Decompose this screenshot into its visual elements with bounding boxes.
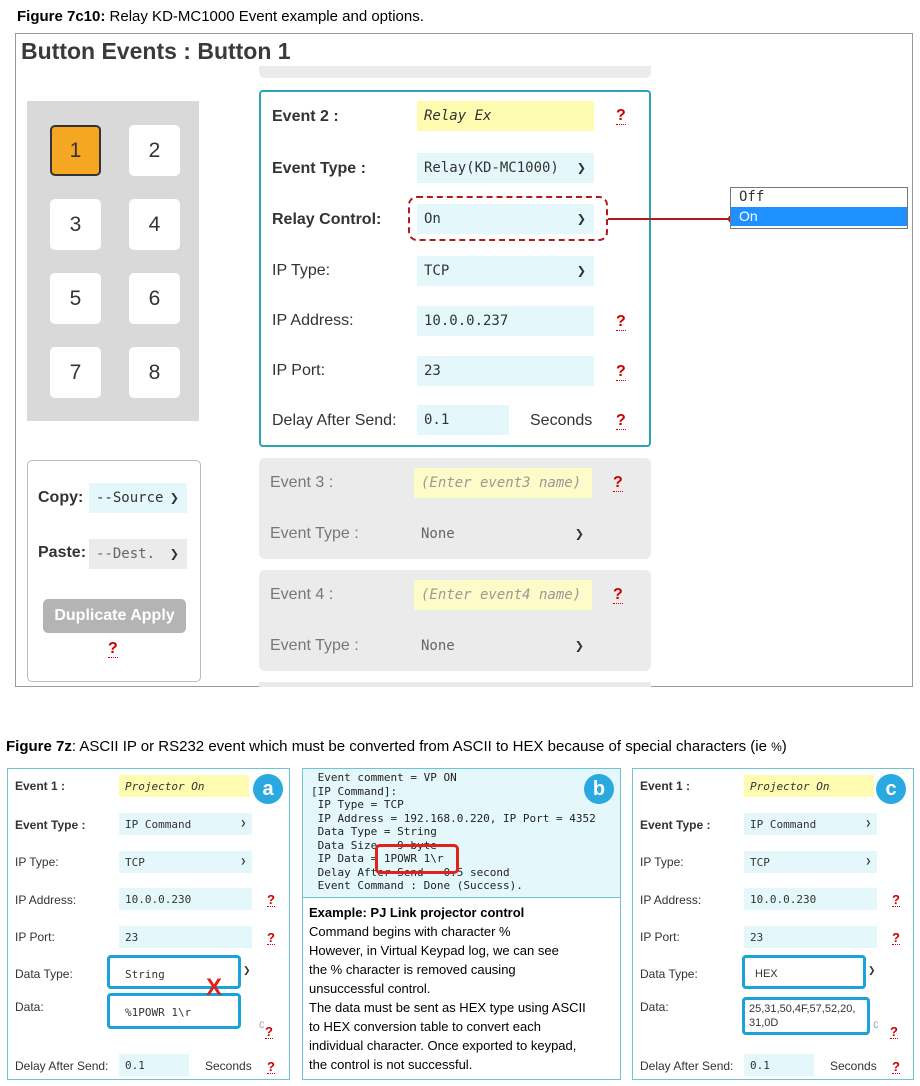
explanation-line: the control is not successful. [309, 1057, 473, 1072]
event-3-type-label: Event Type : [270, 525, 359, 542]
log-line: Data Size = 9 byte [311, 838, 437, 852]
event-3-type-select[interactable]: None ❯ [414, 519, 592, 549]
explanation-line: unsuccessful control. [309, 981, 431, 996]
seconds-label: Seconds [530, 412, 593, 429]
help-icon[interactable]: ? [108, 640, 118, 657]
explanation-line: to HEX conversion table to convert each [309, 1019, 541, 1034]
help-icon[interactable]: ? [616, 107, 626, 124]
delay-label: Delay After Send: [640, 1059, 734, 1073]
help-icon[interactable]: ? [616, 363, 626, 380]
data-input[interactable]: %1POWR 1\r [119, 1000, 246, 1024]
badge-a: a [253, 774, 283, 804]
ip-type-select[interactable]: TCP ❯ [744, 851, 877, 873]
chevron-down-icon: ❯ [243, 965, 251, 975]
help-icon[interactable]: ? [892, 1059, 900, 1074]
event-type-label: Event Type : [15, 818, 86, 832]
explanation-line: individual character. Once exported to keypad, [309, 1038, 577, 1053]
chevron-down-icon: ❯ [240, 857, 246, 867]
data-line: 31,0D [749, 1017, 779, 1029]
ip-port-input[interactable]: 23 [744, 926, 877, 948]
ip-address-input[interactable]: 10.0.0.237 [417, 306, 594, 336]
delay-label: Delay After Send: [272, 412, 397, 429]
event-1-label: Event 1 : [640, 779, 691, 793]
relay-control-label: Relay Control: [272, 211, 382, 228]
resize-handle-icon[interactable]: ∁ [873, 1020, 879, 1030]
log-line: IP Type = TCP [311, 798, 404, 811]
figure-7c10-caption: Figure 7c10: Relay KD-MC1000 Event example and options. [17, 8, 424, 25]
explanation-heading: Example: PJ Link projector control [309, 905, 525, 920]
event-type-select[interactable]: Relay(KD-MC1000) ❯ [417, 153, 594, 183]
delay-label: Delay After Send: [15, 1059, 109, 1073]
event-type-select[interactable]: IP Command ❯ [744, 813, 877, 835]
explanation-line: the % character is removed causing [309, 962, 516, 977]
copy-source-select[interactable]: --Source ❯ [89, 483, 187, 513]
duplicate-apply-button[interactable]: Duplicate Apply [43, 599, 186, 633]
delay-input[interactable]: 0.1 [744, 1054, 814, 1076]
key-6[interactable]: 6 [129, 273, 180, 324]
chevron-down-icon: ❯ [169, 491, 179, 505]
data-line: 25,31,50,4F,57,52,20, [749, 1003, 856, 1015]
relay-options-dropdown[interactable] [730, 187, 908, 229]
event-2-name-input[interactable]: Relay Ex [417, 101, 594, 131]
key-2[interactable]: 2 [129, 125, 180, 176]
option-on[interactable]: On [731, 207, 907, 226]
help-icon[interactable]: ? [613, 474, 623, 491]
data-type-label: Data Type: [15, 967, 73, 981]
help-icon[interactable]: ? [892, 930, 900, 945]
ip-type-label: IP Type: [640, 855, 684, 869]
data-label: Data: [640, 1000, 669, 1014]
event-3-name-input[interactable]: (Enter event3 name) [414, 468, 592, 498]
help-icon[interactable]: ? [267, 1059, 275, 1074]
chevron-down-icon: ❯ [868, 965, 876, 975]
chevron-down-icon: ❯ [865, 819, 871, 829]
paste-dest-select[interactable]: --Dest. ❯ [89, 539, 187, 569]
explanation-line: The data must be sent as HEX type using ASCII [309, 1000, 586, 1015]
ip-type-select[interactable]: TCP ❯ [417, 256, 594, 286]
key-1[interactable]: 1 [50, 125, 101, 176]
data-type-highlight [742, 955, 866, 989]
divider [303, 897, 620, 898]
ip-address-input[interactable]: 10.0.0.230 [119, 888, 252, 910]
data-highlight [742, 997, 870, 1035]
event-1-name-input[interactable]: Projector On [744, 775, 874, 797]
explanation-line: Command begins with character % [309, 924, 511, 939]
event-2-label: Event 2 : [272, 108, 339, 125]
badge-c: c [876, 774, 906, 804]
paste-label: Paste: [38, 544, 87, 561]
ip-port-input[interactable]: 23 [417, 356, 594, 386]
event-4-label: Event 4 : [270, 586, 334, 603]
ip-address-label: IP Address: [272, 312, 354, 329]
chevron-down-icon: ❯ [574, 527, 584, 541]
help-icon[interactable]: ? [890, 1024, 898, 1039]
ip-address-input[interactable]: 10.0.0.230 [744, 888, 877, 910]
ip-type-label: IP Type: [272, 262, 331, 279]
chevron-down-icon: ❯ [576, 212, 586, 226]
resize-handle-icon[interactable]: ∁ [259, 1020, 265, 1030]
event-5-edge [259, 682, 651, 687]
delay-input[interactable]: 0.1 [119, 1054, 189, 1076]
figure-7z-caption: Figure 7z: ASCII IP or RS232 event which must be converted from ASCII to HEX because of special characters (ie %) [6, 738, 787, 755]
event-type-label: Event Type : [640, 818, 711, 832]
ip-data-highlight [375, 844, 459, 874]
explanation-text [303, 899, 620, 1078]
chevron-down-icon: ❯ [240, 819, 246, 829]
key-7[interactable]: 7 [50, 347, 101, 398]
log-line: Data Type = String [311, 825, 437, 838]
help-icon[interactable]: ? [267, 892, 275, 907]
log-line: Delay After Send = 0.5 second [311, 865, 510, 879]
chevron-down-icon: ❯ [574, 639, 584, 653]
data-type-label: Data Type: [640, 967, 698, 981]
chevron-down-icon: ❯ [865, 857, 871, 867]
key-8[interactable]: 8 [129, 347, 180, 398]
event-4-name-input[interactable]: (Enter event4 name) [414, 580, 592, 610]
ip-port-input[interactable]: 23 [119, 926, 252, 948]
ip-port-label: IP Port: [640, 930, 680, 944]
ip-type-select[interactable]: TCP ❯ [119, 851, 252, 873]
data-label: Data: [15, 1000, 44, 1014]
key-5[interactable]: 5 [50, 273, 101, 324]
help-icon[interactable]: ? [267, 930, 275, 945]
error-mark: X [206, 974, 223, 1001]
ip-port-label: IP Port: [15, 930, 55, 944]
ip-port-label: IP Port: [272, 362, 326, 379]
event-4-type-label: Event Type : [270, 637, 359, 654]
virtual-keypad-log [303, 769, 620, 897]
ip-address-label: IP Address: [15, 893, 77, 907]
delay-input[interactable]: 0.1 [417, 405, 509, 435]
help-icon[interactable]: ? [265, 1024, 273, 1039]
log-line: IP Data = 1POWR 1\r [311, 852, 444, 865]
key-4[interactable]: 4 [129, 199, 180, 250]
relay-control-select[interactable]: On ❯ [417, 204, 594, 234]
event-1-name-input[interactable]: Projector On [119, 775, 249, 797]
help-icon[interactable]: ? [892, 892, 900, 907]
log-line: Event comment = VP ON [311, 771, 457, 784]
event-type-select[interactable]: IP Command ❯ [119, 813, 252, 835]
ip-address-label: IP Address: [640, 893, 702, 907]
explanation-line: However, in Virtual Keypad log, we can see [309, 943, 559, 958]
event-1-label: Event 1 : [15, 779, 66, 793]
seconds-label: Seconds [830, 1059, 877, 1073]
event-3-label: Event 3 : [270, 474, 334, 491]
event-type-label: Event Type : [272, 160, 366, 177]
data-type-select[interactable]: HEX [749, 963, 864, 985]
option-off[interactable]: Off [739, 189, 765, 205]
chevron-down-icon: ❯ [169, 547, 179, 561]
seconds-label: Seconds [205, 1059, 252, 1073]
event-4-type-select[interactable]: None ❯ [414, 631, 592, 661]
help-icon[interactable]: ? [616, 313, 626, 330]
page-title: Button Events : Button 1 [21, 38, 291, 64]
key-3[interactable]: 3 [50, 199, 101, 250]
badge-b: b [584, 774, 614, 804]
help-icon[interactable]: ? [613, 586, 623, 603]
help-icon[interactable]: ? [616, 412, 626, 429]
log-line: IP Address = 192.168.0.220, IP Port = 4352 [311, 811, 596, 825]
ip-type-label: IP Type: [15, 855, 59, 869]
data-type-select[interactable]: String [119, 963, 248, 985]
log-line: Event Command : Done (Success). [311, 879, 523, 892]
chevron-down-icon: ❯ [576, 264, 586, 278]
log-line: [IP Command]: [311, 784, 398, 798]
chevron-down-icon: ❯ [576, 161, 586, 175]
copy-label: Copy: [38, 489, 84, 506]
